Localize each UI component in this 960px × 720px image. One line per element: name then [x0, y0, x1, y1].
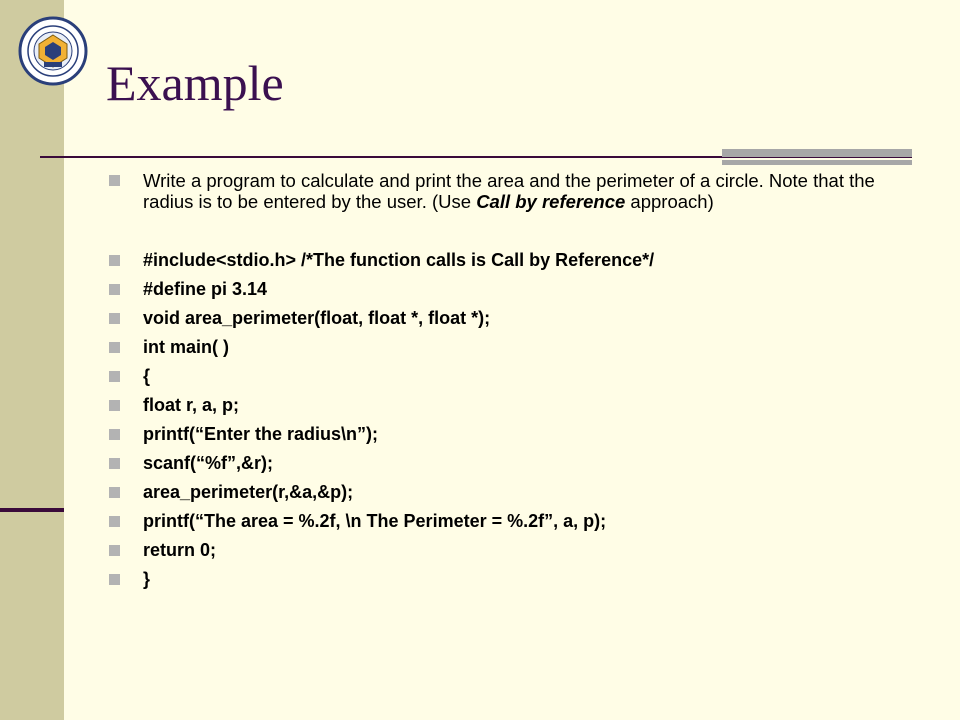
code-line — [106, 304, 896, 333]
code-text: } — [143, 569, 151, 589]
bullet-marker — [109, 458, 120, 469]
accent-bar-lower — [722, 160, 912, 165]
university-seal-icon — [18, 16, 88, 86]
code-text: printf(“Enter the radius\n”); — [143, 424, 378, 444]
bullet-marker — [109, 487, 120, 498]
code-line — [106, 362, 896, 391]
code-text: #include<stdio.h> /*The function calls is Call by Reference*/ — [143, 250, 655, 270]
bullet-marker — [109, 313, 120, 324]
bullet-marker — [109, 342, 120, 353]
intro-bullet — [106, 170, 896, 212]
code-text: #define pi 3.14 — [143, 279, 268, 299]
code-line — [106, 246, 896, 275]
intro-text: Write a program to calculate and print the area and the perimeter of a circle. Note that the radius is to be entered by the user. (Use — [143, 170, 875, 212]
code-line — [106, 391, 896, 420]
bullet-marker — [109, 574, 120, 585]
bullet-marker — [109, 545, 120, 556]
slide-title: Example — [106, 55, 284, 111]
code-text: printf(“The area = %.2f, \n The Perimeter = %.2f”, a, p); — [143, 511, 607, 531]
code-text: area_perimeter(r,&a,&p); — [143, 482, 354, 502]
intro-emphasis: Call by reference — [476, 191, 626, 212]
code-line — [106, 507, 896, 536]
intro-text-end: approach) — [625, 191, 714, 212]
bullet-marker — [109, 400, 120, 411]
bullet-marker — [109, 255, 120, 266]
code-text: return 0; — [143, 540, 217, 560]
code-text: { — [143, 366, 151, 386]
left-bar-divider — [0, 508, 64, 512]
left-decorative-bar — [0, 0, 64, 720]
bullet-marker — [109, 371, 120, 382]
code-line — [106, 565, 896, 594]
code-text: void area_perimeter(float, float *, float *); — [143, 308, 491, 328]
code-line — [106, 449, 896, 478]
code-text: float r, a, p; — [143, 395, 240, 415]
code-line — [106, 536, 896, 565]
code-line — [106, 333, 896, 362]
accent-bar-upper — [722, 149, 912, 157]
bullet-marker — [109, 284, 120, 295]
bullet-marker — [109, 516, 120, 527]
code-line — [106, 275, 896, 304]
code-text: scanf(“%f”,&r); — [143, 453, 274, 473]
code-text: int main( ) — [143, 337, 229, 357]
code-line — [106, 478, 896, 507]
code-line — [106, 420, 896, 449]
bullet-marker — [109, 429, 120, 440]
bullet-marker — [109, 175, 120, 186]
slide-body — [106, 170, 896, 594]
